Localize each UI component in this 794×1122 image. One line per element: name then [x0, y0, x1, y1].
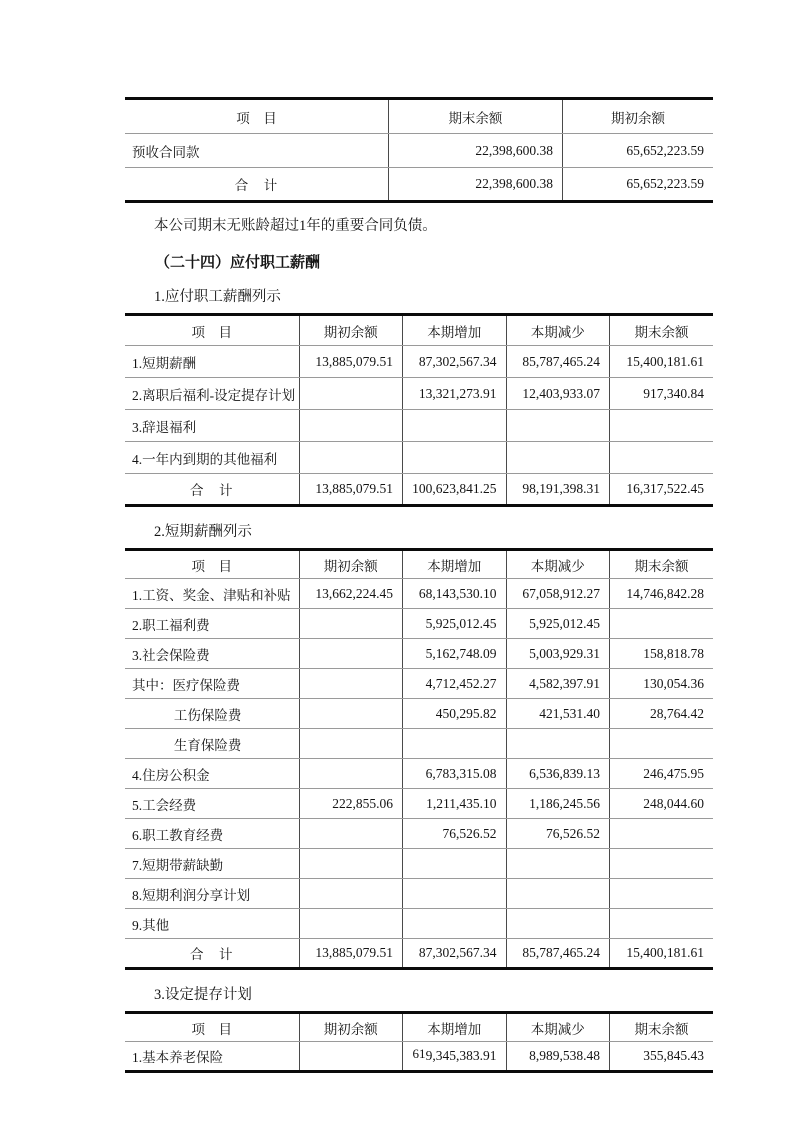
cell-value: 14,746,842.28 — [610, 579, 714, 609]
cell-value — [403, 849, 506, 879]
cell-value — [299, 669, 402, 699]
cell-value — [403, 442, 506, 474]
cell-value: 100,623,841.25 — [403, 474, 506, 506]
row-label: 预收合同款 — [125, 134, 388, 168]
header-row — [125, 315, 713, 346]
table-row — [125, 759, 713, 789]
page-number: 61 — [412, 1046, 426, 1061]
defined-contribution-table — [125, 1011, 713, 1073]
column-header: 本期增加 — [403, 315, 506, 346]
row-label: 5.工会经费 — [125, 789, 299, 819]
cell-value — [299, 879, 402, 909]
table-row — [125, 609, 713, 639]
cell-value — [299, 442, 402, 474]
cell-value: 6,536,839.13 — [506, 759, 609, 789]
table-row — [125, 579, 713, 609]
column-header: 期初余额 — [562, 99, 713, 134]
cell-value: 85,787,465.24 — [506, 346, 609, 378]
row-label: 7.短期带薪缺勤 — [125, 849, 299, 879]
column-header: 本期减少 — [506, 315, 609, 346]
cell-value: 22,398,600.38 — [388, 168, 562, 202]
cell-value — [299, 759, 402, 789]
row-label: 合 计 — [125, 168, 388, 202]
cell-value: 76,526.52 — [403, 819, 506, 849]
cell-value — [610, 819, 714, 849]
cell-value — [610, 442, 714, 474]
cell-value — [610, 849, 714, 879]
cell-value: 15,400,181.61 — [610, 346, 714, 378]
cell-value: 13,662,224.45 — [299, 579, 402, 609]
cell-value — [506, 849, 609, 879]
row-label: 1.基本养老保险 — [125, 1042, 299, 1072]
row-label: 2.离职后福利-设定提存计划 — [125, 378, 299, 410]
column-header: 本期增加 — [403, 550, 506, 579]
column-header: 期末余额 — [610, 315, 714, 346]
cell-value: 16,317,522.45 — [610, 474, 714, 506]
table-row — [125, 669, 713, 699]
cell-value: 28,764.42 — [610, 699, 714, 729]
column-header: 项 目 — [125, 550, 299, 579]
cell-value — [506, 410, 609, 442]
cell-value: 4,582,397.91 — [506, 669, 609, 699]
cell-value: 158,818.78 — [610, 639, 714, 669]
cell-value — [610, 609, 714, 639]
payroll-summary-table — [125, 313, 713, 507]
cell-value — [403, 410, 506, 442]
cell-value: 8,989,538.48 — [506, 1042, 609, 1072]
subsection-title-defined-contribution: 3.设定提存计划 — [154, 987, 252, 1003]
row-label: 3.社会保险费 — [125, 639, 299, 669]
subsection-title-short-term: 2.短期薪酬列示 — [154, 524, 252, 540]
section-heading: （二十四）应付职工薪酬 — [155, 255, 321, 271]
row-label: 1.短期薪酬 — [125, 346, 299, 378]
cell-value: 355,845.43 — [610, 1042, 714, 1072]
cell-value: 222,855.06 — [299, 789, 402, 819]
cell-value: 85,787,465.24 — [506, 939, 609, 969]
table-row — [125, 849, 713, 879]
table-row — [125, 442, 713, 474]
column-header: 期末余额 — [610, 550, 714, 579]
cell-value — [610, 879, 714, 909]
table-row — [125, 819, 713, 849]
table-row — [125, 378, 713, 410]
cell-value — [403, 879, 506, 909]
row-label: 9.其他 — [125, 909, 299, 939]
cell-value: 65,652,223.59 — [562, 134, 713, 168]
short-term-compensation-table — [125, 548, 713, 970]
cell-value: 13,885,079.51 — [299, 939, 402, 969]
cell-value: 450,295.82 — [403, 699, 506, 729]
column-header: 项 目 — [125, 99, 388, 134]
header-row — [125, 550, 713, 579]
row-label: 3.辞退福利 — [125, 410, 299, 442]
table-row — [125, 410, 713, 442]
cell-value: 6,783,315.08 — [403, 759, 506, 789]
cell-value — [299, 819, 402, 849]
cell-value: 248,044.60 — [610, 789, 714, 819]
cell-value — [506, 442, 609, 474]
column-header: 本期增加 — [403, 1013, 506, 1042]
cell-value — [403, 909, 506, 939]
column-header: 期末余额 — [388, 99, 562, 134]
row-label: 其中：医疗保险费 — [125, 669, 299, 699]
cell-value: 1,211,435.10 — [403, 789, 506, 819]
cell-value — [299, 609, 402, 639]
cell-value: 22,398,600.38 — [388, 134, 562, 168]
row-label: 4.一年内到期的其他福利 — [125, 442, 299, 474]
row-label: 2.职工福利费 — [125, 609, 299, 639]
column-header: 期初余额 — [299, 550, 402, 579]
table-row — [125, 939, 713, 969]
cell-value — [299, 639, 402, 669]
row-label: 合 计 — [125, 939, 299, 969]
row-label: 生育保险费 — [125, 729, 299, 759]
cell-value: 65,652,223.59 — [562, 168, 713, 202]
cell-value: 87,302,567.34 — [403, 346, 506, 378]
cell-value: 4,712,452.27 — [403, 669, 506, 699]
cell-value — [610, 909, 714, 939]
cell-value — [610, 729, 714, 759]
cell-value — [299, 729, 402, 759]
column-header: 期末余额 — [610, 1013, 714, 1042]
cell-value — [506, 879, 609, 909]
row-label: 4.住房公积金 — [125, 759, 299, 789]
row-label: 1.工资、奖金、津贴和补贴 — [125, 579, 299, 609]
column-header: 项 目 — [125, 315, 299, 346]
cell-value — [506, 909, 609, 939]
cell-value: 13,885,079.51 — [299, 346, 402, 378]
cell-value: 13,321,273.91 — [403, 378, 506, 410]
table-row — [125, 474, 713, 506]
cell-value: 67,058,912.27 — [506, 579, 609, 609]
column-header: 本期减少 — [506, 1013, 609, 1042]
cell-value: 13,885,079.51 — [299, 474, 402, 506]
column-header: 期初余额 — [299, 315, 402, 346]
cell-value: 68,143,530.10 — [403, 579, 506, 609]
table-row — [125, 729, 713, 759]
cell-value: 12,403,933.07 — [506, 378, 609, 410]
cell-value — [299, 909, 402, 939]
cell-value — [299, 378, 402, 410]
cell-value: 98,191,398.31 — [506, 474, 609, 506]
header-row — [125, 1013, 713, 1042]
column-header: 期初余额 — [299, 1013, 402, 1042]
table-row — [125, 789, 713, 819]
cell-value — [506, 729, 609, 759]
note-paragraph: 本公司期末无账龄超过1年的重要合同负债。 — [154, 218, 437, 234]
cell-value — [299, 410, 402, 442]
contract-liability-table — [125, 97, 713, 203]
header-row — [125, 99, 713, 134]
column-header: 项 目 — [125, 1013, 299, 1042]
cell-value — [403, 729, 506, 759]
table-row — [125, 134, 713, 168]
row-label: 工伤保险费 — [125, 699, 299, 729]
cell-value: 5,925,012.45 — [506, 609, 609, 639]
table-row — [125, 699, 713, 729]
cell-value: 246,475.95 — [610, 759, 714, 789]
cell-value: 5,003,929.31 — [506, 639, 609, 669]
table-row — [125, 639, 713, 669]
subsection-title-payroll-list: 1.应付职工薪酬列示 — [154, 289, 281, 305]
table-row — [125, 168, 713, 202]
cell-value: 5,925,012.45 — [403, 609, 506, 639]
row-label: 6.职工教育经费 — [125, 819, 299, 849]
cell-value: 130,054.36 — [610, 669, 714, 699]
cell-value: 76,526.52 — [506, 819, 609, 849]
cell-value — [610, 410, 714, 442]
table-row — [125, 346, 713, 378]
cell-value — [299, 849, 402, 879]
table-row — [125, 909, 713, 939]
row-label: 8.短期利润分享计划 — [125, 879, 299, 909]
cell-value: 9,345,383.91 — [403, 1042, 506, 1072]
cell-value — [299, 699, 402, 729]
cell-value: 1,186,245.56 — [506, 789, 609, 819]
cell-value: 87,302,567.34 — [403, 939, 506, 969]
cell-value: 917,340.84 — [610, 378, 714, 410]
table-row — [125, 879, 713, 909]
cell-value: 5,162,748.09 — [403, 639, 506, 669]
cell-value: 421,531.40 — [506, 699, 609, 729]
cell-value: 15,400,181.61 — [610, 939, 714, 969]
column-header: 本期减少 — [506, 550, 609, 579]
row-label: 合 计 — [125, 474, 299, 506]
